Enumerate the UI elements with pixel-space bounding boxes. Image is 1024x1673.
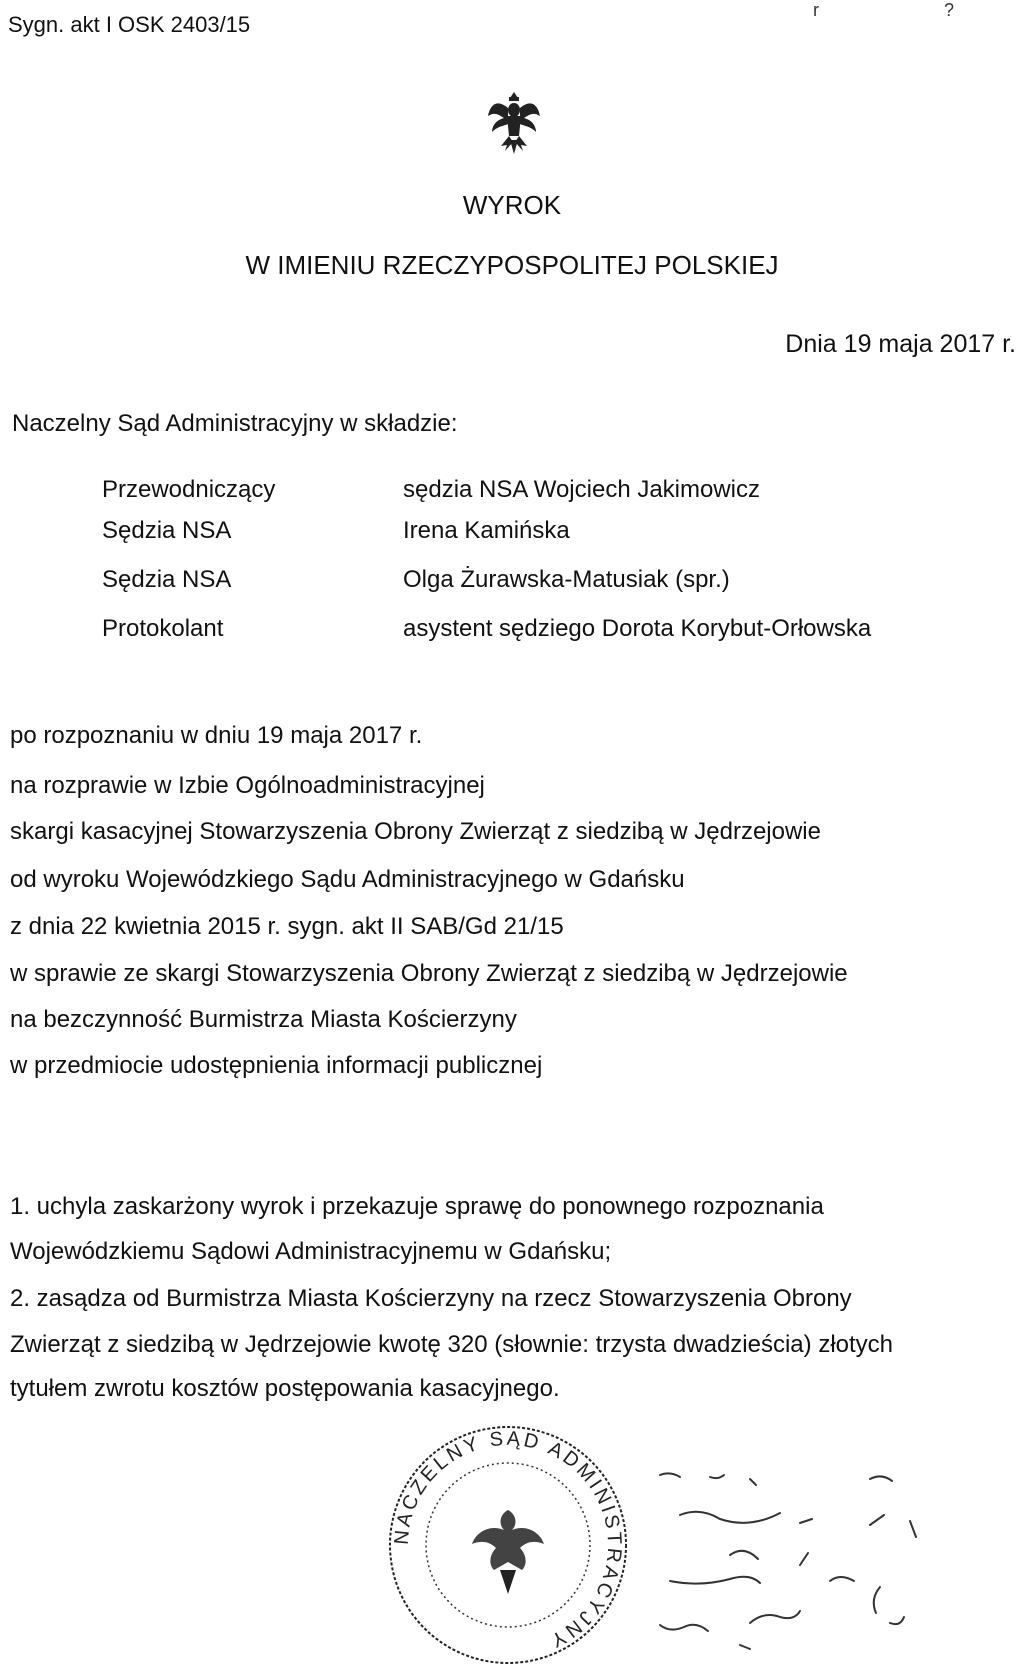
body-line: skargi kasacyjnej Stowarzyszenia Obrony Zwierząt z siedzibą w Jędrzejowie — [10, 818, 821, 845]
handwritten-signature-icon — [640, 1455, 970, 1655]
composition-role: Protokolant — [102, 615, 224, 642]
body-line: od wyroku Wojewódzkiego Sądu Administracyjnego w Gdańsku — [10, 866, 685, 893]
body-line: po rozpoznaniu w dniu 19 maja 2017 r. — [10, 722, 423, 749]
body-line: na rozprawie w Izbie Ogólnoadministracyjnej — [10, 772, 485, 799]
ruling-line: Zwierząt z siedzibą w Jędrzejowie kwotę 320 (słownie: trzysta dwadzieścia) złotych — [10, 1331, 894, 1358]
composition-role: Sędzia NSA — [102, 517, 232, 544]
court-seal-stamp-icon — [378, 1420, 638, 1670]
composition-role: Przewodniczący — [102, 476, 276, 503]
court-composition-intro: Naczelny Sąd Administracyjny w składzie: — [12, 410, 458, 437]
case-number: Sygn. akt I OSK 2403/15 — [8, 12, 251, 37]
composition-name: Olga Żurawska-Matusiak (spr.) — [403, 566, 730, 593]
composition-name: sędzia NSA Wojciech Jakimowicz — [403, 476, 761, 503]
composition-name: Irena Kamińska — [403, 517, 570, 544]
ruling-line: Wojewódzkiemu Sądowi Administracyjnemu w Gdańsku; — [10, 1238, 612, 1265]
body-line: z dnia 22 kwietnia 2015 r. sygn. akt II SAB/Gd 21/15 — [10, 913, 564, 940]
stamp-text: NACZELNY SĄD ADMINISTRACYJNY — [390, 1427, 626, 1653]
body-line: na bezczynność Burmistrza Miasta Kościerzyny — [10, 1006, 517, 1033]
body-line: w sprawie ze skargi Stowarzyszenia Obrony Zwierząt z siedzibą w Jędrzejowie — [10, 960, 848, 987]
corner-marks: r ? — [812, 0, 1014, 20]
document-title: WYROK — [462, 190, 562, 220]
polish-eagle-emblem-icon — [486, 88, 542, 158]
document-subtitle: W IMIENIU RZECZYPOSPOLITEJ POLSKIEJ — [245, 250, 779, 280]
ruling-line: tytułem zwrotu kosztów postępowania kasacyjnego. — [10, 1375, 560, 1402]
judgment-date: Dnia 19 maja 2017 r. — [785, 330, 1016, 358]
composition-role: Sędzia NSA — [102, 566, 232, 593]
composition-name: asystent sędziego Dorota Korybut-Orłowska — [403, 615, 872, 642]
ruling-line: 2. zasądza od Burmistrza Miasta Kościerzyny na rzecz Stowarzyszenia Obrony — [10, 1285, 852, 1312]
body-line: w przedmiocie udostępnienia informacji publicznej — [10, 1052, 543, 1079]
ruling-line: 1. uchyla zaskarżony wyrok i przekazuje sprawę do ponownego rozpoznania — [10, 1193, 824, 1220]
